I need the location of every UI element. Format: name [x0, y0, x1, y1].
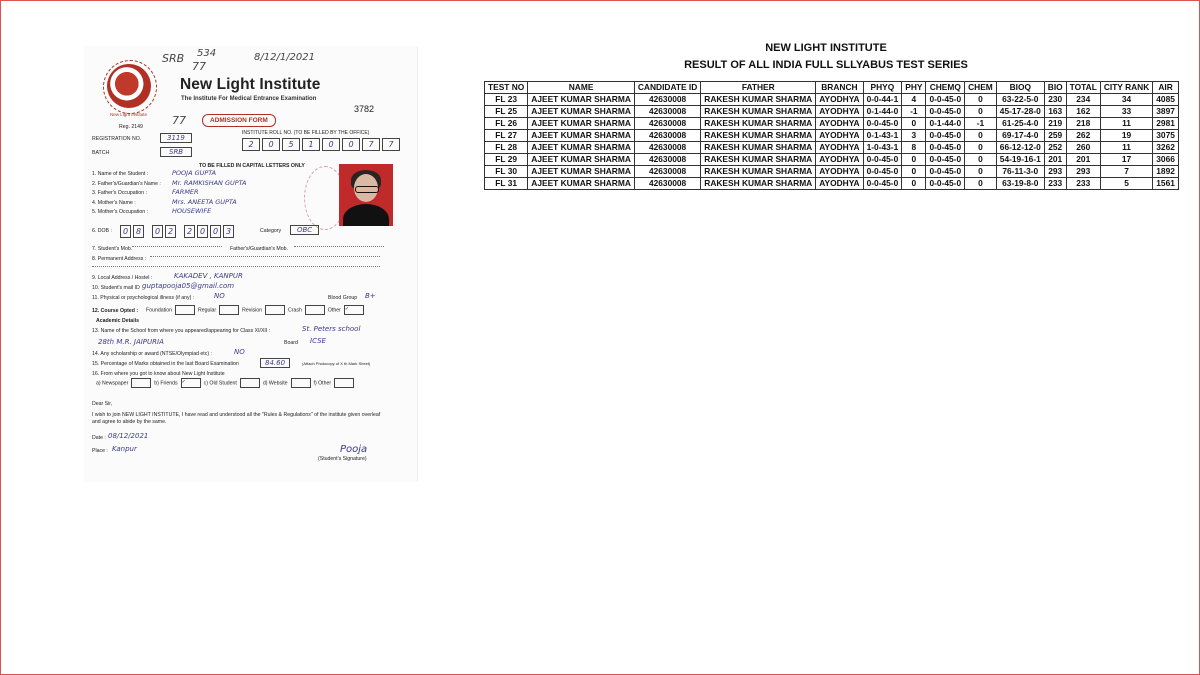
admission-form-badge: ADMISSION FORM [202, 114, 276, 127]
annotation-77-box: 77 [172, 114, 186, 127]
result-cell: 0-1-44-0 [926, 118, 965, 130]
result-cell: 0 [902, 166, 926, 178]
result-cell: 42630008 [634, 178, 700, 190]
roll-digit-box: 7 [362, 138, 380, 151]
field-value: FARMER [172, 188, 199, 196]
result-cell: 42630008 [634, 94, 700, 106]
permanent-address-label: 8. Permanent Address : [92, 256, 147, 262]
know-option-checkbox [131, 378, 151, 388]
dob-digit-box: 0 [197, 225, 208, 238]
reg-number: Reg. 2149 [119, 124, 143, 130]
know-option-checkbox: ✓ [181, 378, 201, 388]
registration-label: REGISTRATION NO. [92, 136, 142, 142]
percentage-value: 84.60 [260, 358, 290, 368]
academic-label: Academic Details [96, 318, 139, 324]
dob-digit-box: 2 [184, 225, 195, 238]
result-cell: 230 [1044, 94, 1066, 106]
result-row [485, 178, 1179, 190]
result-cell: 233 [1066, 178, 1100, 190]
student-photo [339, 164, 393, 226]
result-cell: 293 [1044, 166, 1066, 178]
result-cell: 1892 [1153, 166, 1179, 178]
result-cell: 0 [965, 166, 997, 178]
result-cell: AYODHYA [816, 130, 863, 142]
result-cell: 63-19-8-0 [996, 178, 1044, 190]
result-cell: AYODHYA [816, 106, 863, 118]
result-cell: 293 [1066, 166, 1100, 178]
result-cell: 34 [1100, 94, 1152, 106]
roll-number-boxes [242, 138, 402, 151]
know-option-checkbox [240, 378, 260, 388]
dob-digit-box: 0 [152, 225, 163, 238]
result-cell: 8 [902, 142, 926, 154]
result-cell: 76-11-3-0 [996, 166, 1044, 178]
field-label: 5. Mother's Occupation : [92, 209, 149, 215]
student-signature: Pooja [340, 444, 368, 455]
course-options [146, 305, 367, 315]
result-header-cell: AIR [1153, 82, 1179, 94]
place-label: Place : [92, 448, 108, 454]
result-cell: 0-0-44-1 [863, 94, 902, 106]
result-cell: 3075 [1153, 130, 1179, 142]
field-label: 1. Name of the Student : [92, 171, 149, 177]
result-cell: 33 [1100, 106, 1152, 118]
result-cell: 4 [902, 94, 926, 106]
school-label: 13. Name of the School from where you appeared/appearing for Class XI/XII : [92, 328, 271, 334]
result-cell: 19 [1100, 130, 1152, 142]
result-cell: 0-0-45-0 [926, 166, 965, 178]
result-row [485, 130, 1179, 142]
know-option-label: b) Friends [154, 380, 178, 387]
result-cell: 0-0-45-0 [863, 178, 902, 190]
permanent-address-line-2 [92, 266, 380, 267]
local-address-value: KAKADEV , KANPUR [174, 272, 243, 280]
percentage-note: (Attach Photocopy of X th Mark Sheet) [302, 361, 371, 366]
result-cell: 0 [965, 154, 997, 166]
result-header-cell: TOTAL [1066, 82, 1100, 94]
school-value-2: 28th M.R. JAIPURIA [98, 338, 164, 346]
course-option-label: Regular [197, 307, 217, 314]
result-cell: 3262 [1153, 142, 1179, 154]
result-cell: 0-1-43-1 [863, 130, 902, 142]
result-cell: AYODHYA [816, 118, 863, 130]
result-row [485, 94, 1179, 106]
batch-value: SRB [160, 147, 192, 157]
result-cell: 0 [965, 130, 997, 142]
know-option-label: c) Old Student [203, 380, 237, 387]
result-header-cell: FATHER [701, 82, 816, 94]
result-cell: 3066 [1153, 154, 1179, 166]
roll-digit-box: 0 [342, 138, 360, 151]
result-cell: 42630008 [634, 130, 700, 142]
result-cell: 163 [1044, 106, 1066, 118]
dob-digit-box: 0 [120, 225, 131, 238]
result-cell: FL 28 [485, 142, 528, 154]
result-cell: 259 [1044, 130, 1066, 142]
result-cell: AYODHYA [816, 154, 863, 166]
result-cell: -1 [965, 118, 997, 130]
result-cell: AJEET KUMAR SHARMA [528, 130, 635, 142]
scholarship-value: NO [234, 348, 245, 356]
result-cell: 42630008 [634, 142, 700, 154]
result-cell: 7 [1100, 166, 1152, 178]
result-cell: 262 [1066, 130, 1100, 142]
date-value: 08/12/2021 [108, 432, 149, 440]
result-cell: 0-0-45-0 [926, 106, 965, 118]
result-cell: 42630008 [634, 118, 700, 130]
course-option-checkbox [265, 305, 285, 315]
result-cell: AYODHYA [816, 178, 863, 190]
result-header-cell: CITY RANK [1100, 82, 1152, 94]
board-value: ICSE [310, 337, 326, 345]
result-cell: 0-0-45-0 [926, 154, 965, 166]
result-header-cell: PHYQ [863, 82, 902, 94]
school-value: St. Peters school [302, 325, 361, 333]
result-row [485, 154, 1179, 166]
result-cell: RAKESH KUMAR SHARMA [701, 130, 816, 142]
roll-digit-box: 2 [242, 138, 260, 151]
result-cell: 0-0-45-0 [863, 118, 902, 130]
roll-digit-box: 1 [302, 138, 320, 151]
annotation-date: 8/12/1/2021 [254, 52, 316, 63]
know-option-checkbox [334, 378, 354, 388]
result-cell: 0 [965, 178, 997, 190]
result-cell: 3 [902, 130, 926, 142]
result-cell: 0 [965, 106, 997, 118]
result-cell: 0 [902, 118, 926, 130]
field-value: Mr. RAMKISHAN GUPTA [172, 178, 247, 187]
dob-digit-box: 0 [210, 225, 221, 238]
know-label: 16. From where you got to know about New Light Institute [92, 371, 225, 377]
result-cell: 63-22-5-0 [996, 94, 1044, 106]
email-value: guptapooja05@gmail.com [142, 282, 235, 290]
course-option-label: Revision [242, 307, 263, 314]
result-cell: AJEET KUMAR SHARMA [528, 178, 635, 190]
result-header-cell: BRANCH [816, 82, 863, 94]
scholarship-label: 14. Any scholarship or award (NTSE/Olympiad etc) : [92, 351, 212, 357]
result-cell: 42630008 [634, 106, 700, 118]
result-cell: 42630008 [634, 154, 700, 166]
field-label: 3. Father's Occupation : [92, 190, 147, 196]
result-cell: RAKESH KUMAR SHARMA [701, 142, 816, 154]
result-cell: 61-25-4-0 [996, 118, 1044, 130]
result-row [485, 166, 1179, 178]
know-options [96, 378, 357, 388]
result-cell: -1 [902, 106, 926, 118]
result-cell: 66-12-12-0 [996, 142, 1044, 154]
field-label: 2. Father's/Guardian's Name : [92, 180, 161, 187]
course-option-label: Other [327, 307, 341, 314]
result-cell: 0 [902, 154, 926, 166]
dob-digit-box: 8 [133, 225, 144, 238]
student-mob-label: 7. Student's Mob. [92, 246, 133, 252]
result-cell: AYODHYA [816, 142, 863, 154]
result-cell: 0-0-45-0 [926, 130, 965, 142]
result-cell: 11 [1100, 118, 1152, 130]
result-cell: 234 [1066, 94, 1100, 106]
result-cell: 69-17-4-0 [996, 130, 1044, 142]
course-option-checkbox: ✓ [344, 305, 364, 315]
result-cell: 0 [965, 142, 997, 154]
result-row [485, 142, 1179, 154]
result-header-cell: BIO [1044, 82, 1066, 94]
result-cell: FL 31 [485, 178, 528, 190]
result-cell: 201 [1066, 154, 1100, 166]
annotation-77: 77 [192, 60, 206, 73]
dob-label: 6. DOB : [92, 228, 112, 234]
dob-digit-box: 2 [165, 225, 176, 238]
result-cell: RAKESH KUMAR SHARMA [701, 154, 816, 166]
result-cell: RAKESH KUMAR SHARMA [701, 94, 816, 106]
result-cell: FL 27 [485, 130, 528, 142]
result-cell: 0-0-45-0 [863, 166, 902, 178]
result-cell: 42630008 [634, 166, 700, 178]
result-cell: 0 [902, 178, 926, 190]
board-label: Board [284, 340, 298, 346]
result-cell: 45-17-28-0 [996, 106, 1044, 118]
result-cell: 0-0-45-0 [926, 94, 965, 106]
result-cell: 252 [1044, 142, 1066, 154]
admission-form-image [84, 46, 418, 482]
result-cell: 0-0-45-0 [926, 142, 965, 154]
field-label: 4. Mother's Name : [92, 199, 136, 206]
result-cell: RAKESH KUMAR SHARMA [701, 118, 816, 130]
result-row [485, 106, 1179, 118]
result-cell: FL 26 [485, 118, 528, 130]
result-cell: AJEET KUMAR SHARMA [528, 142, 635, 154]
result-cell: 17 [1100, 154, 1152, 166]
result-header-cell: PHY [902, 82, 926, 94]
course-option-checkbox [219, 305, 239, 315]
result-cell: FL 25 [485, 106, 528, 118]
result-header-cell: NAME [528, 82, 635, 94]
result-row [485, 118, 1179, 130]
result-cell: AJEET KUMAR SHARMA [528, 166, 635, 178]
result-cell: 218 [1066, 118, 1100, 130]
field-value: HOUSEWIFE [172, 207, 212, 215]
result-cell: AJEET KUMAR SHARMA [528, 106, 635, 118]
logo-text: New Light Institute [110, 112, 148, 117]
know-option-label: d) Website [262, 380, 288, 387]
result-cell: FL 23 [485, 94, 528, 106]
blood-group-label: Blood Group [328, 295, 358, 301]
blood-group-value: B+ [365, 292, 376, 300]
roll-digit-box: 0 [322, 138, 340, 151]
result-cell: FL 29 [485, 154, 528, 166]
batch-label: BATCH [92, 150, 110, 156]
course-option-checkbox [175, 305, 195, 315]
result-header-cell: CHEMQ [926, 82, 965, 94]
result-header-cell: BIOQ [996, 82, 1044, 94]
result-cell: AJEET KUMAR SHARMA [528, 154, 635, 166]
result-table [484, 81, 1179, 190]
permanent-address-line [150, 256, 380, 257]
course-option-label: Crash [288, 307, 302, 314]
place-value: Kanpur [112, 445, 137, 453]
result-cell: 4085 [1153, 94, 1179, 106]
result-subtitle: RESULT OF ALL INDIA FULL SLLYABUS TEST SERIES [684, 59, 968, 71]
result-cell: 3897 [1153, 106, 1179, 118]
result-body [485, 94, 1179, 190]
result-header-cell: CHEM [965, 82, 997, 94]
result-cell: RAKESH KUMAR SHARMA [701, 178, 816, 190]
course-option-checkbox [305, 305, 325, 315]
signature-label: (Student's Signature) [318, 456, 367, 462]
result-institute-title: NEW LIGHT INSTITUTE [765, 42, 887, 54]
roll-digit-box: 5 [282, 138, 300, 151]
dob-digit-box: 3 [223, 225, 234, 238]
percentage-label: 15. Percentage of Marks obtained in the last Board Examination [92, 361, 239, 367]
result-cell: 1-0-43-1 [863, 142, 902, 154]
student-mob-line [132, 246, 222, 247]
brand-title: New Light Institute [180, 76, 321, 93]
result-cell: FL 30 [485, 166, 528, 178]
result-header-cell: CANDIDATE ID [634, 82, 700, 94]
result-cell: 219 [1044, 118, 1066, 130]
field-value: Mrs. ANEETA GUPTA [172, 197, 237, 206]
know-option-checkbox [291, 378, 311, 388]
illness-value: NO [214, 292, 225, 300]
result-cell: AYODHYA [816, 166, 863, 178]
roll-label: INSTITUTE ROLL NO. (TO BE FILLED BY THE OFFICE) [242, 130, 370, 136]
category-value: OBC [290, 225, 319, 235]
result-header-cell: TEST NO [485, 82, 528, 94]
annotation-srb: SRB [162, 52, 185, 65]
illness-label: 11. Physical or psychological illness (if any) : [92, 295, 195, 301]
father-mob-label: Father's/Guardian's Mob. [230, 246, 288, 252]
institute-logo [107, 64, 151, 108]
result-cell: AJEET KUMAR SHARMA [528, 118, 635, 130]
roll-digit-box: 0 [262, 138, 280, 151]
annotation-534: 534 [197, 48, 217, 59]
local-address-label: 9. Local Address / Hostel : [92, 275, 153, 281]
email-label: 10. Student's mail ID [92, 285, 140, 291]
course-option-label: Foundation [146, 307, 172, 314]
father-mob-line [294, 246, 384, 247]
result-cell: 1561 [1153, 178, 1179, 190]
result-cell: 5 [1100, 178, 1152, 190]
result-cell: 0 [965, 94, 997, 106]
result-cell: AYODHYA [816, 94, 863, 106]
result-cell: 0-1-44-0 [863, 106, 902, 118]
know-option-label: a) Newspaper [96, 380, 129, 387]
result-cell: RAKESH KUMAR SHARMA [701, 106, 816, 118]
result-cell: 2981 [1153, 118, 1179, 130]
result-cell: 54-19-16-1 [996, 154, 1044, 166]
result-cell: 233 [1044, 178, 1066, 190]
capital-note: TO BE FILLED IN CAPITAL LETTERS ONLY [199, 163, 305, 169]
result-cell: 162 [1066, 106, 1100, 118]
field-value: POOJA GUPTA [172, 169, 217, 177]
result-cell: 0-0-45-0 [926, 178, 965, 190]
course-label: 12. Course Opted : [92, 308, 139, 314]
know-option-label: f) Other [313, 380, 332, 387]
category-label: Category [260, 228, 282, 234]
result-cell: AJEET KUMAR SHARMA [528, 94, 635, 106]
roll-digit-box: 7 [382, 138, 400, 151]
brand-tagline: The Institute For Medical Entrance Examination [181, 96, 317, 102]
result-cell: 201 [1044, 154, 1066, 166]
registration-value: 3119 [160, 133, 192, 143]
dear-sir: Dear Sir, [92, 401, 113, 407]
dob-boxes [120, 225, 236, 238]
form-serial: 3782 [354, 104, 375, 114]
declaration-text: I wish to join NEW LIGHT INSTITUTE, I have read and understood all the "Rules & Regulations" of the institute given overleaf and agree to abide by the same. [92, 412, 381, 425]
result-cell: 11 [1100, 142, 1152, 154]
result-cell: RAKESH KUMAR SHARMA [701, 166, 816, 178]
date-label: Date : [92, 435, 106, 441]
result-cell: 0-0-45-0 [863, 154, 902, 166]
result-cell: 260 [1066, 142, 1100, 154]
result-header-row [485, 82, 1179, 94]
